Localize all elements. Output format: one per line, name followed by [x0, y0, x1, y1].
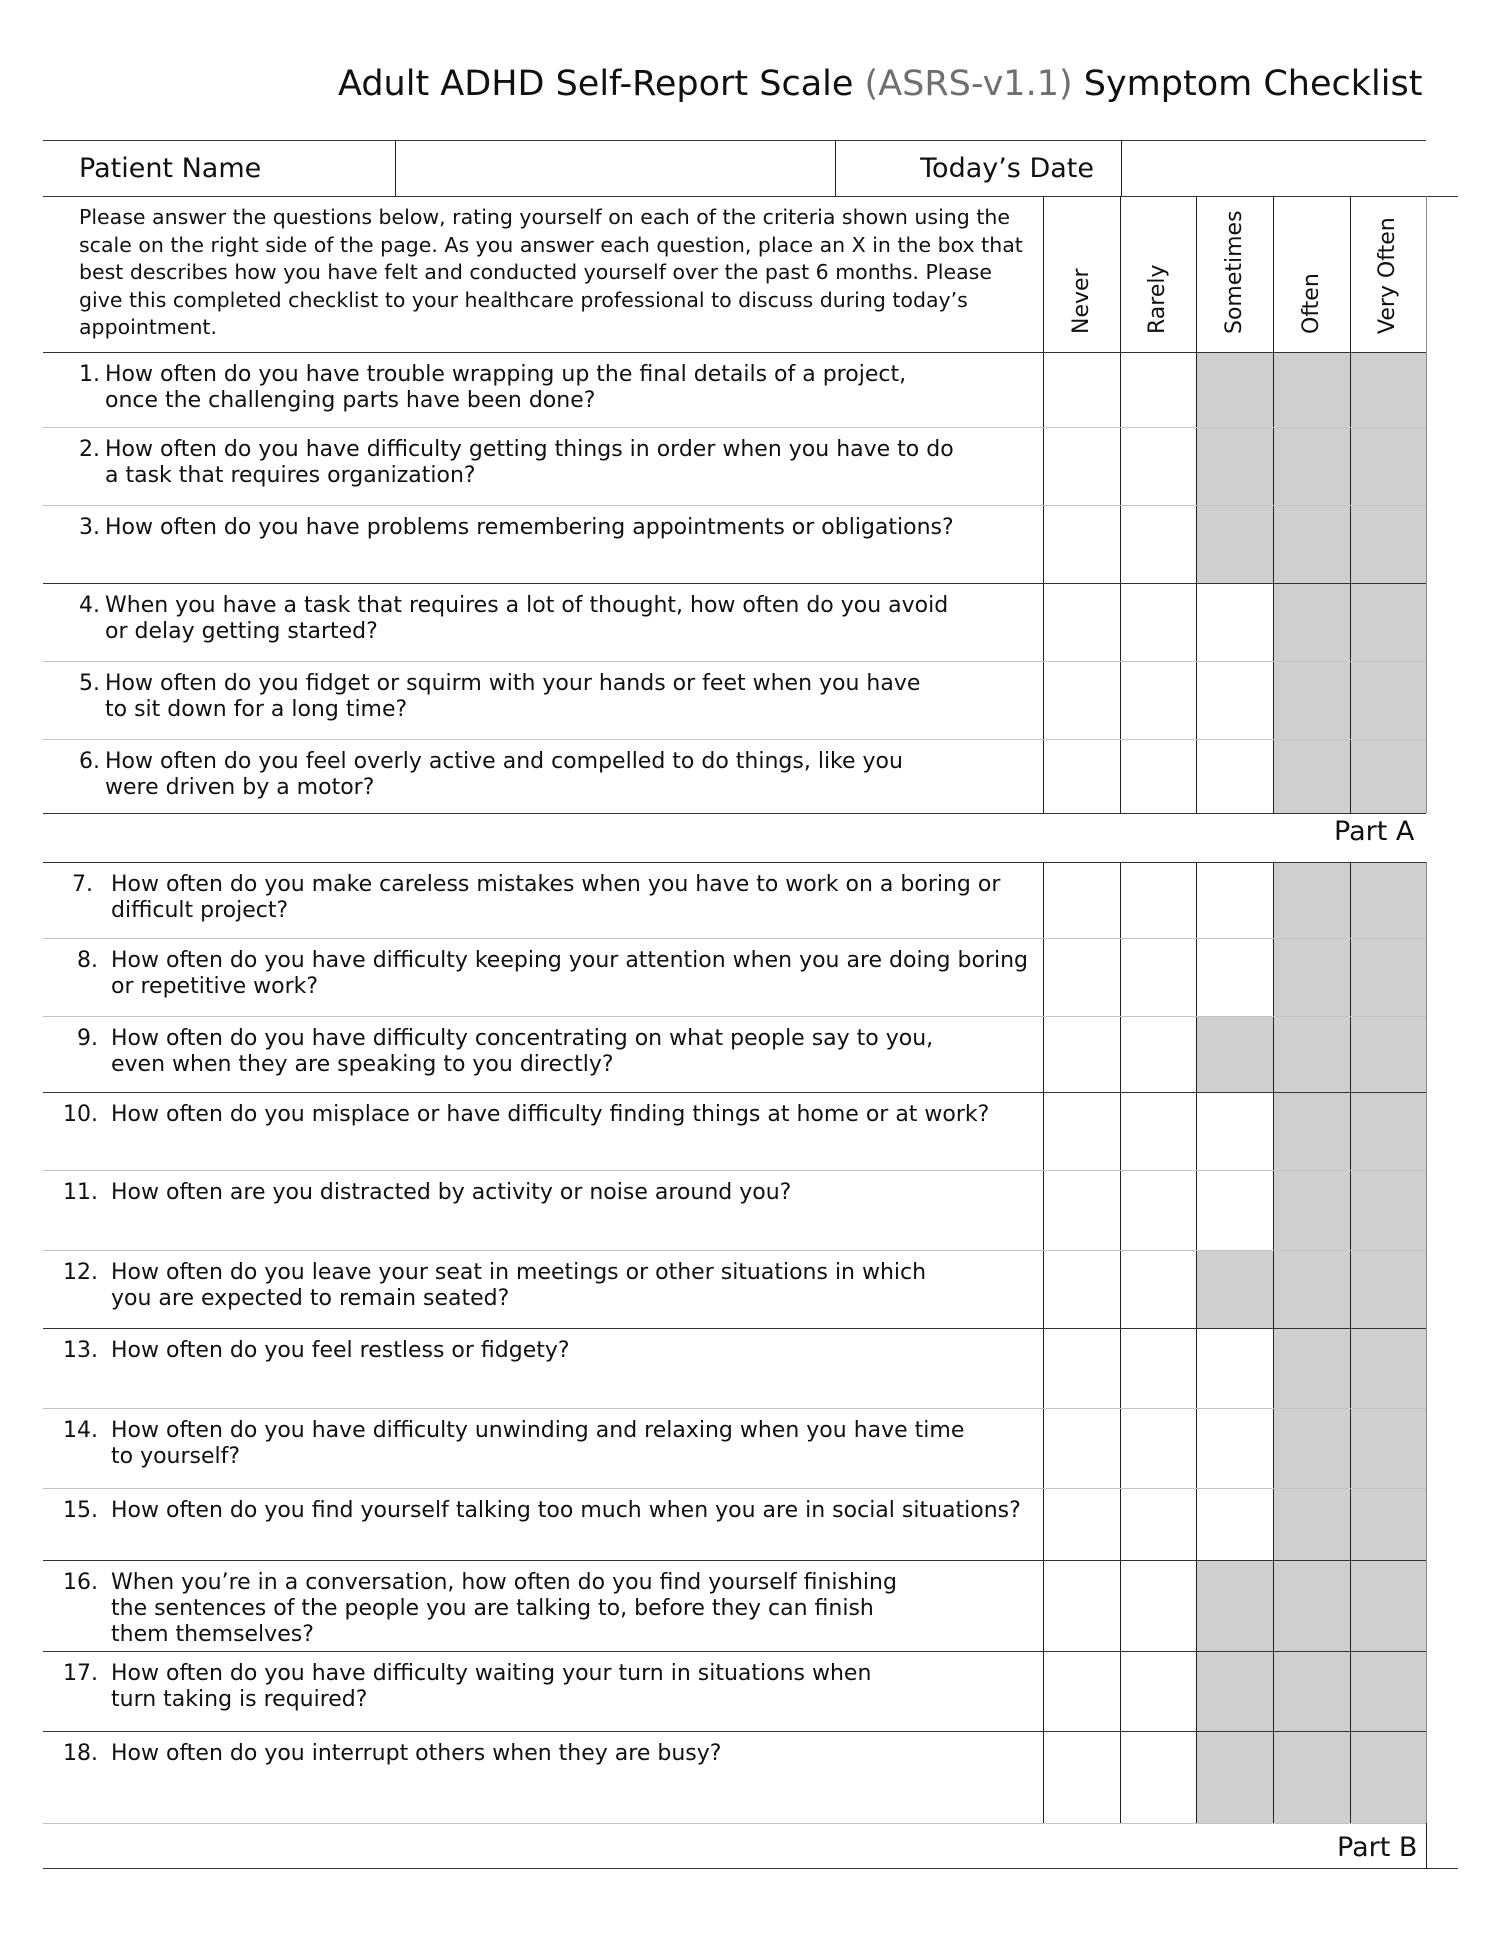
question-number: 18.: [63, 1741, 98, 1766]
answer-checkbox-15-rarely[interactable]: [1121, 1489, 1196, 1560]
answer-checkbox-16-often[interactable]: [1274, 1561, 1350, 1651]
answer-checkbox-3-never[interactable]: [1044, 506, 1120, 583]
row-rule: [43, 427, 1426, 428]
grid-column-line: [1273, 862, 1274, 1823]
grid-column-line: [1426, 862, 1427, 1823]
part-a-label: Part A: [1334, 816, 1415, 847]
question-text-line: you are expected to remain seated?: [111, 1286, 510, 1311]
question-number: 2.: [79, 437, 100, 462]
answer-checkbox-6-never[interactable]: [1044, 740, 1120, 813]
answer-checkbox-17-very-often[interactable]: [1351, 1652, 1426, 1731]
answer-checkbox-4-sometimes[interactable]: [1197, 584, 1273, 661]
answer-checkbox-1-sometimes[interactable]: [1197, 353, 1273, 427]
scale-label: Very Often: [1375, 217, 1400, 334]
row-rule: [43, 1408, 1426, 1409]
question-text-line: How often do you have difficulty getting things in order when you have to do: [105, 437, 954, 462]
question-text-line: How often do you have difficulty keeping your attention when you are doing boring: [111, 948, 1028, 973]
grid-column-line: [1426, 196, 1427, 813]
answer-checkbox-12-rarely[interactable]: [1121, 1251, 1196, 1328]
row-rule: [43, 505, 1426, 506]
question-number: 4.: [79, 593, 100, 618]
grid-column-line: [1120, 862, 1121, 1823]
answer-checkbox-16-rarely[interactable]: [1121, 1561, 1196, 1651]
row-rule: [43, 1328, 1426, 1329]
row-rule: [43, 1016, 1426, 1017]
scale-label: Often: [1298, 273, 1324, 334]
name-field-divider: [395, 140, 396, 196]
answer-checkbox-1-rarely[interactable]: [1121, 353, 1196, 427]
row-rule: [43, 583, 1426, 584]
question-text-line: or delay getting started?: [105, 619, 378, 644]
answer-checkbox-16-sometimes[interactable]: [1197, 1561, 1273, 1651]
answer-checkbox-15-very-often[interactable]: [1351, 1489, 1426, 1560]
answer-checkbox-16-never[interactable]: [1044, 1561, 1120, 1651]
question-number: 8.: [77, 948, 98, 973]
answer-checkbox-5-very-often[interactable]: [1351, 662, 1426, 739]
date-label: Today’s Date: [920, 153, 1094, 184]
title-suffix: Symptom Checklist: [1072, 64, 1423, 104]
answer-checkbox-5-sometimes[interactable]: [1197, 662, 1273, 739]
question-text-line: How often do you have difficulty unwinding and relaxing when you have time: [111, 1418, 965, 1443]
answer-checkbox-11-never[interactable]: [1044, 1171, 1120, 1250]
question-text-line: How often do you feel overly active and compelled to do things, like you: [105, 749, 903, 774]
question-text-line: to sit down for a long time?: [105, 697, 408, 722]
answer-checkbox-10-never[interactable]: [1044, 1093, 1120, 1170]
answer-checkbox-18-rarely[interactable]: [1121, 1732, 1196, 1823]
row-rule: [43, 1488, 1426, 1489]
answer-checkbox-9-rarely[interactable]: [1121, 1017, 1196, 1092]
question-text-line: How often do you interrupt others when they are busy?: [111, 1741, 722, 1766]
answer-checkbox-6-very-often[interactable]: [1351, 740, 1426, 813]
header-bottom-rule: [43, 196, 1458, 197]
question-number: 10.: [63, 1102, 98, 1127]
question-number: 1.: [79, 362, 100, 387]
row-rule: [43, 1560, 1426, 1561]
scale-header-rule: [43, 352, 1426, 353]
question-number: 15.: [63, 1498, 98, 1523]
answer-checkbox-2-sometimes[interactable]: [1197, 428, 1273, 505]
header-top-rule: [43, 140, 1426, 141]
question-text-line: How often do you have difficulty concentrating on what people say to you,: [111, 1026, 934, 1051]
scale-label: Sometimes: [1221, 210, 1247, 334]
answer-checkbox-7-sometimes[interactable]: [1197, 863, 1273, 938]
answer-checkbox-7-very-often[interactable]: [1351, 863, 1426, 938]
question-text-line: a task that requires organization?: [105, 463, 476, 488]
question-text-line: How often do you fidget or squirm with your hands or feet when you have: [105, 671, 921, 696]
answer-checkbox-2-never[interactable]: [1044, 428, 1120, 505]
question-number: 12.: [63, 1260, 98, 1285]
question-text-line: to yourself?: [111, 1444, 241, 1469]
answer-checkbox-14-rarely[interactable]: [1121, 1409, 1196, 1488]
answer-checkbox-1-often[interactable]: [1274, 353, 1350, 427]
part-b-top-rule: [43, 862, 1426, 863]
answer-checkbox-18-sometimes[interactable]: [1197, 1732, 1273, 1823]
answer-checkbox-7-never[interactable]: [1044, 863, 1120, 938]
row-rule: [43, 661, 1426, 662]
question-number: 5.: [79, 671, 100, 696]
row-rule: [43, 1651, 1426, 1652]
row-rule: [43, 1170, 1426, 1171]
question-text-line: How often do you misplace or have difficulty finding things at home or at work?: [111, 1102, 990, 1127]
answer-checkbox-1-very-often[interactable]: [1351, 353, 1426, 427]
answer-checkbox-7-rarely[interactable]: [1121, 863, 1196, 938]
answer-checkbox-7-often[interactable]: [1274, 863, 1350, 938]
question-text-line: How often do you feel restless or fidgety?: [111, 1338, 570, 1363]
scale-label: Rarely: [1145, 264, 1170, 334]
title-prefix: Adult ADHD Self-Report Scale: [338, 64, 865, 104]
answer-checkbox-13-very-often[interactable]: [1351, 1329, 1426, 1408]
answer-checkbox-12-often[interactable]: [1274, 1251, 1350, 1328]
answer-checkbox-13-rarely[interactable]: [1121, 1329, 1196, 1408]
question-text-line: even when they are speaking to you directly?: [111, 1052, 614, 1077]
question-number: 13.: [63, 1338, 98, 1363]
answer-checkbox-12-never[interactable]: [1044, 1251, 1120, 1328]
question-text-line: them themselves?: [111, 1622, 314, 1647]
answer-checkbox-5-often[interactable]: [1274, 662, 1350, 739]
answer-checkbox-8-often[interactable]: [1274, 939, 1350, 1016]
answer-checkbox-12-very-often[interactable]: [1351, 1251, 1426, 1328]
row-rule: [43, 1250, 1426, 1251]
row-rule: [43, 739, 1426, 740]
answer-checkbox-4-often[interactable]: [1274, 584, 1350, 661]
answer-checkbox-10-often[interactable]: [1274, 1093, 1350, 1170]
date-field-divider: [1121, 140, 1122, 196]
question-text-line: How often do you have trouble wrapping up the final details of a project,: [105, 362, 907, 387]
question-text-line: How often do you find yourself talking too much when you are in social situations?: [111, 1498, 1021, 1523]
answer-checkbox-6-rarely[interactable]: [1121, 740, 1196, 813]
row-rule: [43, 938, 1426, 939]
question-number: 16.: [63, 1570, 98, 1595]
grid-column-line: [1196, 862, 1197, 1823]
answer-checkbox-10-sometimes[interactable]: [1197, 1093, 1273, 1170]
answer-checkbox-16-very-often[interactable]: [1351, 1561, 1426, 1651]
answer-checkbox-17-never[interactable]: [1044, 1652, 1120, 1731]
answer-checkbox-9-never[interactable]: [1044, 1017, 1120, 1092]
answer-checkbox-5-rarely[interactable]: [1121, 662, 1196, 739]
question-text-line: the sentences of the people you are talking to, before they can finish: [111, 1596, 874, 1621]
answer-checkbox-17-rarely[interactable]: [1121, 1652, 1196, 1731]
answer-checkbox-14-often[interactable]: [1274, 1409, 1350, 1488]
answer-checkbox-14-sometimes[interactable]: [1197, 1409, 1273, 1488]
answer-checkbox-18-often[interactable]: [1274, 1732, 1350, 1823]
answer-checkbox-9-sometimes[interactable]: [1197, 1017, 1273, 1092]
question-number: 7.: [72, 872, 93, 897]
question-number: 6.: [79, 749, 100, 774]
answer-checkbox-17-sometimes[interactable]: [1197, 1652, 1273, 1731]
question-text-line: difficult project?: [111, 898, 289, 923]
question-text-line: once the challenging parts have been done?: [105, 388, 596, 413]
answer-checkbox-6-sometimes[interactable]: [1197, 740, 1273, 813]
answer-checkbox-11-rarely[interactable]: [1121, 1171, 1196, 1250]
page-bottom-rule: [43, 1868, 1458, 1869]
question-text-line: How often do you make careless mistakes when you have to work on a boring or: [111, 872, 1001, 897]
patient-name-label: Patient Name: [79, 153, 262, 184]
part-b-label: Part B: [1337, 1832, 1418, 1863]
answer-checkbox-13-often[interactable]: [1274, 1329, 1350, 1408]
date-label-divider: [835, 140, 836, 196]
answer-checkbox-3-rarely[interactable]: [1121, 506, 1196, 583]
answer-checkbox-8-very-often[interactable]: [1351, 939, 1426, 1016]
answer-checkbox-9-very-often[interactable]: [1351, 1017, 1426, 1092]
question-text-line: turn taking is required?: [111, 1687, 368, 1712]
answer-checkbox-2-often[interactable]: [1274, 428, 1350, 505]
question-text-line: How often are you distracted by activity or noise around you?: [111, 1180, 792, 1205]
answer-checkbox-9-often[interactable]: [1274, 1017, 1350, 1092]
question-text-line: How often do you leave your seat in meetings or other situations in which: [111, 1260, 927, 1285]
row-rule: [43, 1731, 1426, 1732]
question-text-line: When you’re in a conversation, how often do you find yourself finishing: [111, 1570, 897, 1595]
scale-label: Never: [1068, 268, 1094, 334]
question-text-line: When you have a task that requires a lot of thought, how often do you avoid: [105, 593, 949, 618]
answer-checkbox-10-rarely[interactable]: [1121, 1093, 1196, 1170]
answer-checkbox-5-never[interactable]: [1044, 662, 1120, 739]
answer-checkbox-15-sometimes[interactable]: [1197, 1489, 1273, 1560]
question-number: 9.: [77, 1026, 98, 1051]
answer-checkbox-12-sometimes[interactable]: [1197, 1251, 1273, 1328]
answer-checkbox-13-never[interactable]: [1044, 1329, 1120, 1408]
answer-checkbox-11-very-often[interactable]: [1351, 1171, 1426, 1250]
answer-checkbox-3-very-often[interactable]: [1351, 506, 1426, 583]
answer-checkbox-13-sometimes[interactable]: [1197, 1329, 1273, 1408]
answer-checkbox-6-often[interactable]: [1274, 740, 1350, 813]
answer-checkbox-2-rarely[interactable]: [1121, 428, 1196, 505]
answer-checkbox-4-rarely[interactable]: [1121, 584, 1196, 661]
date-field[interactable]: [1126, 144, 1426, 192]
grid-column-line: [1350, 862, 1351, 1823]
row-rule: [43, 813, 1426, 814]
answer-checkbox-11-sometimes[interactable]: [1197, 1171, 1273, 1250]
answer-checkbox-18-never[interactable]: [1044, 1732, 1120, 1823]
question-text-line: were driven by a motor?: [105, 775, 375, 800]
instructions-text: Please answer the questions below, rating yourself on each of the criteria shown using the scale on the right side of the page. As you answer each question, place an X in the box that best describes how you have felt and conducted yourself over the past 6 months. Please give this completed checklist to your healthcare professional to discuss during today’s appointment.: [79, 205, 1023, 339]
grid-column-line: [1043, 862, 1044, 1823]
answer-checkbox-17-often[interactable]: [1274, 1652, 1350, 1731]
answer-checkbox-15-never[interactable]: [1044, 1489, 1120, 1560]
answer-checkbox-8-never[interactable]: [1044, 939, 1120, 1016]
page-title: [0, 62, 1496, 106]
question-text-line: How often do you have difficulty waiting your turn in situations when: [111, 1661, 872, 1686]
answer-checkbox-8-rarely[interactable]: [1121, 939, 1196, 1016]
answer-checkbox-3-sometimes[interactable]: [1197, 506, 1273, 583]
question-number: 3.: [79, 515, 100, 540]
answer-checkbox-4-very-often[interactable]: [1351, 584, 1426, 661]
patient-name-field[interactable]: [400, 144, 830, 192]
row-rule: [43, 1823, 1426, 1824]
answer-checkbox-15-often[interactable]: [1274, 1489, 1350, 1560]
question-number: 14.: [63, 1418, 98, 1443]
answer-checkbox-3-often[interactable]: [1274, 506, 1350, 583]
answer-checkbox-1-never[interactable]: [1044, 353, 1120, 427]
row-rule: [43, 1092, 1426, 1093]
answer-checkbox-4-never[interactable]: [1044, 584, 1120, 661]
part-b-edge-line: [1426, 1823, 1427, 1868]
answer-checkbox-10-very-often[interactable]: [1351, 1093, 1426, 1170]
question-text-line: or repetitive work?: [111, 974, 319, 999]
answer-checkbox-14-never[interactable]: [1044, 1409, 1120, 1488]
answer-checkbox-18-very-often[interactable]: [1351, 1732, 1426, 1823]
answer-checkbox-8-sometimes[interactable]: [1197, 939, 1273, 1016]
question-number: 17.: [63, 1661, 98, 1686]
answer-checkbox-2-very-often[interactable]: [1351, 428, 1426, 505]
answer-checkbox-11-often[interactable]: [1274, 1171, 1350, 1250]
answer-checkbox-14-very-often[interactable]: [1351, 1409, 1426, 1488]
question-number: 11.: [63, 1180, 98, 1205]
title-version: (ASRS-v1.1): [864, 64, 1073, 104]
question-text-line: How often do you have problems remembering appointments or obligations?: [105, 515, 954, 540]
